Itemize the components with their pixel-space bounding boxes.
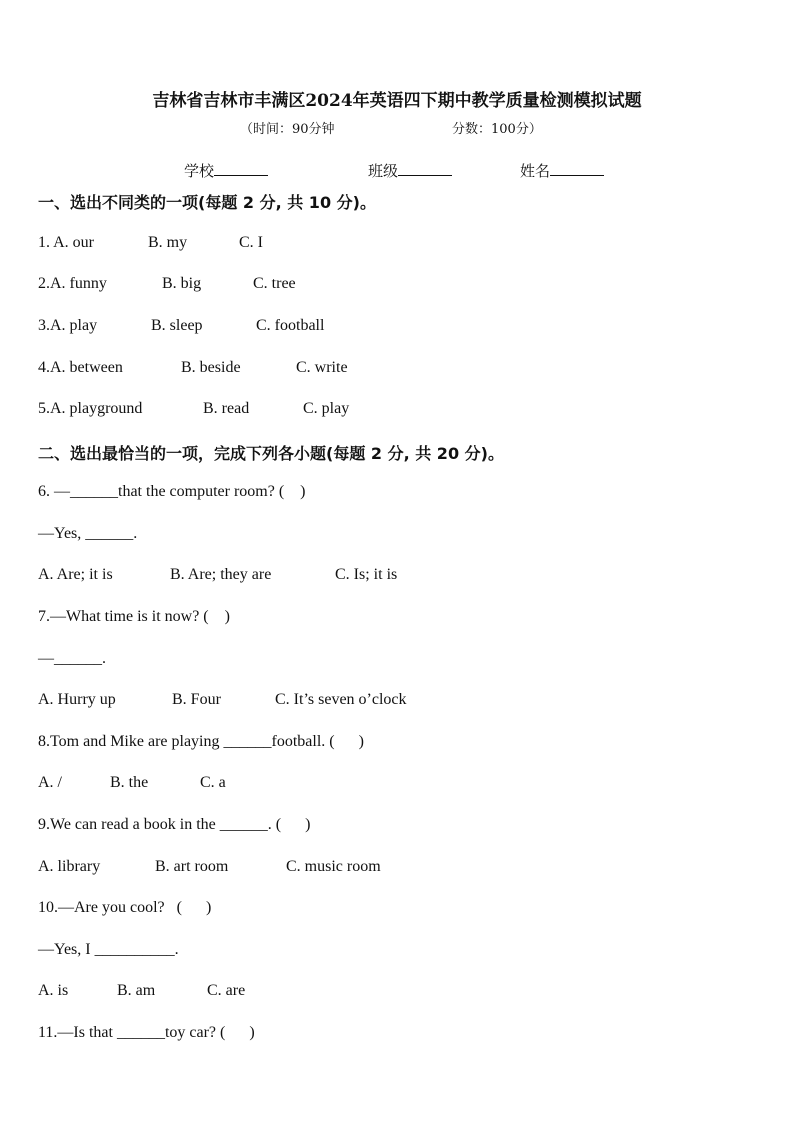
name-blank[interactable] (550, 161, 604, 176)
exam-time: （时间：90分钟 (240, 122, 335, 137)
class-field[interactable] (368, 160, 452, 181)
q3-option-b: B. sleep (151, 317, 203, 334)
q6-stem: 6. —______that the computer room? ( ) (38, 483, 306, 500)
q4-option-a: 4.A. between (38, 359, 123, 376)
q2-option-a: 2.A. funny (38, 275, 107, 292)
q5-option-c: C. play (303, 400, 350, 417)
q6-reply: —Yes, ______. (38, 525, 138, 542)
q7-option-b: B. Four (172, 691, 221, 708)
q10-option-b: B. am (117, 982, 156, 999)
q1-option-a: 1. A. our (38, 234, 94, 251)
q1-option-c: C. I (239, 234, 263, 251)
name-field[interactable] (520, 160, 604, 181)
q7-reply: —______. (38, 650, 106, 667)
q8-stem: 8.Tom and Mike are playing ______football. ( ) (38, 733, 364, 750)
class-label: 班级 (368, 162, 399, 180)
q10-option-c: C. are (207, 982, 246, 999)
q5-option-a: 5.A. playground (38, 400, 143, 417)
q10-option-a: A. is (38, 982, 69, 999)
q3-option-a: 3.A. play (38, 317, 98, 334)
q2-option-c: C. tree (253, 275, 296, 292)
q5-option-b: B. read (203, 400, 250, 417)
q4-option-b: B. beside (181, 359, 241, 376)
q7-stem: 7.—What time is it now? ( ) (38, 608, 230, 625)
q4-option-c: C. write (296, 359, 348, 376)
q8-option-c: C. a (200, 774, 226, 791)
section1-heading: 一、选出不同类的一项(每题 2 分, 共 10 分)。 (38, 193, 376, 212)
q9-option-b: B. art room (155, 858, 229, 875)
school-blank[interactable] (214, 161, 268, 176)
q8-option-b: B. the (110, 774, 149, 791)
q8-option-a: A. / (38, 774, 62, 791)
q11-stem: 11.—Is that ______toy car? ( ) (38, 1024, 255, 1041)
class-blank[interactable] (398, 161, 452, 176)
q10-reply: —Yes, I __________. (38, 941, 179, 958)
exam-score: 分数：100分） (452, 122, 542, 137)
q9-option-c: C. music room (286, 858, 381, 875)
q7-option-a: A. Hurry up (38, 691, 116, 708)
q9-option-a: A. library (38, 858, 101, 875)
school-label: 学校 (184, 162, 215, 180)
q1-option-b: B. my (148, 234, 188, 251)
q6-option-a: A. Are; it is (38, 566, 113, 583)
q7-option-c: C. It’s seven o’clock (275, 691, 407, 708)
q2-option-b: B. big (162, 275, 202, 292)
school-field[interactable] (184, 160, 268, 181)
q6-option-c: C. Is; it is (335, 566, 398, 583)
q3-option-c: C. football (256, 317, 325, 334)
section2-heading: 二、选出最恰当的一项，完成下列各小题(每题 2 分, 共 20 分)。 (38, 444, 504, 463)
q9-stem: 9.We can read a book in the ______. ( ) (38, 816, 311, 833)
exam-title: 吉林省吉林市丰满区2024年英语四下期中教学质量检测模拟试题 (152, 91, 642, 111)
q10-stem: 10.—Are you cool? ( ) (38, 899, 212, 916)
name-label: 姓名 (520, 162, 551, 180)
q6-option-b: B. Are; they are (170, 566, 272, 583)
